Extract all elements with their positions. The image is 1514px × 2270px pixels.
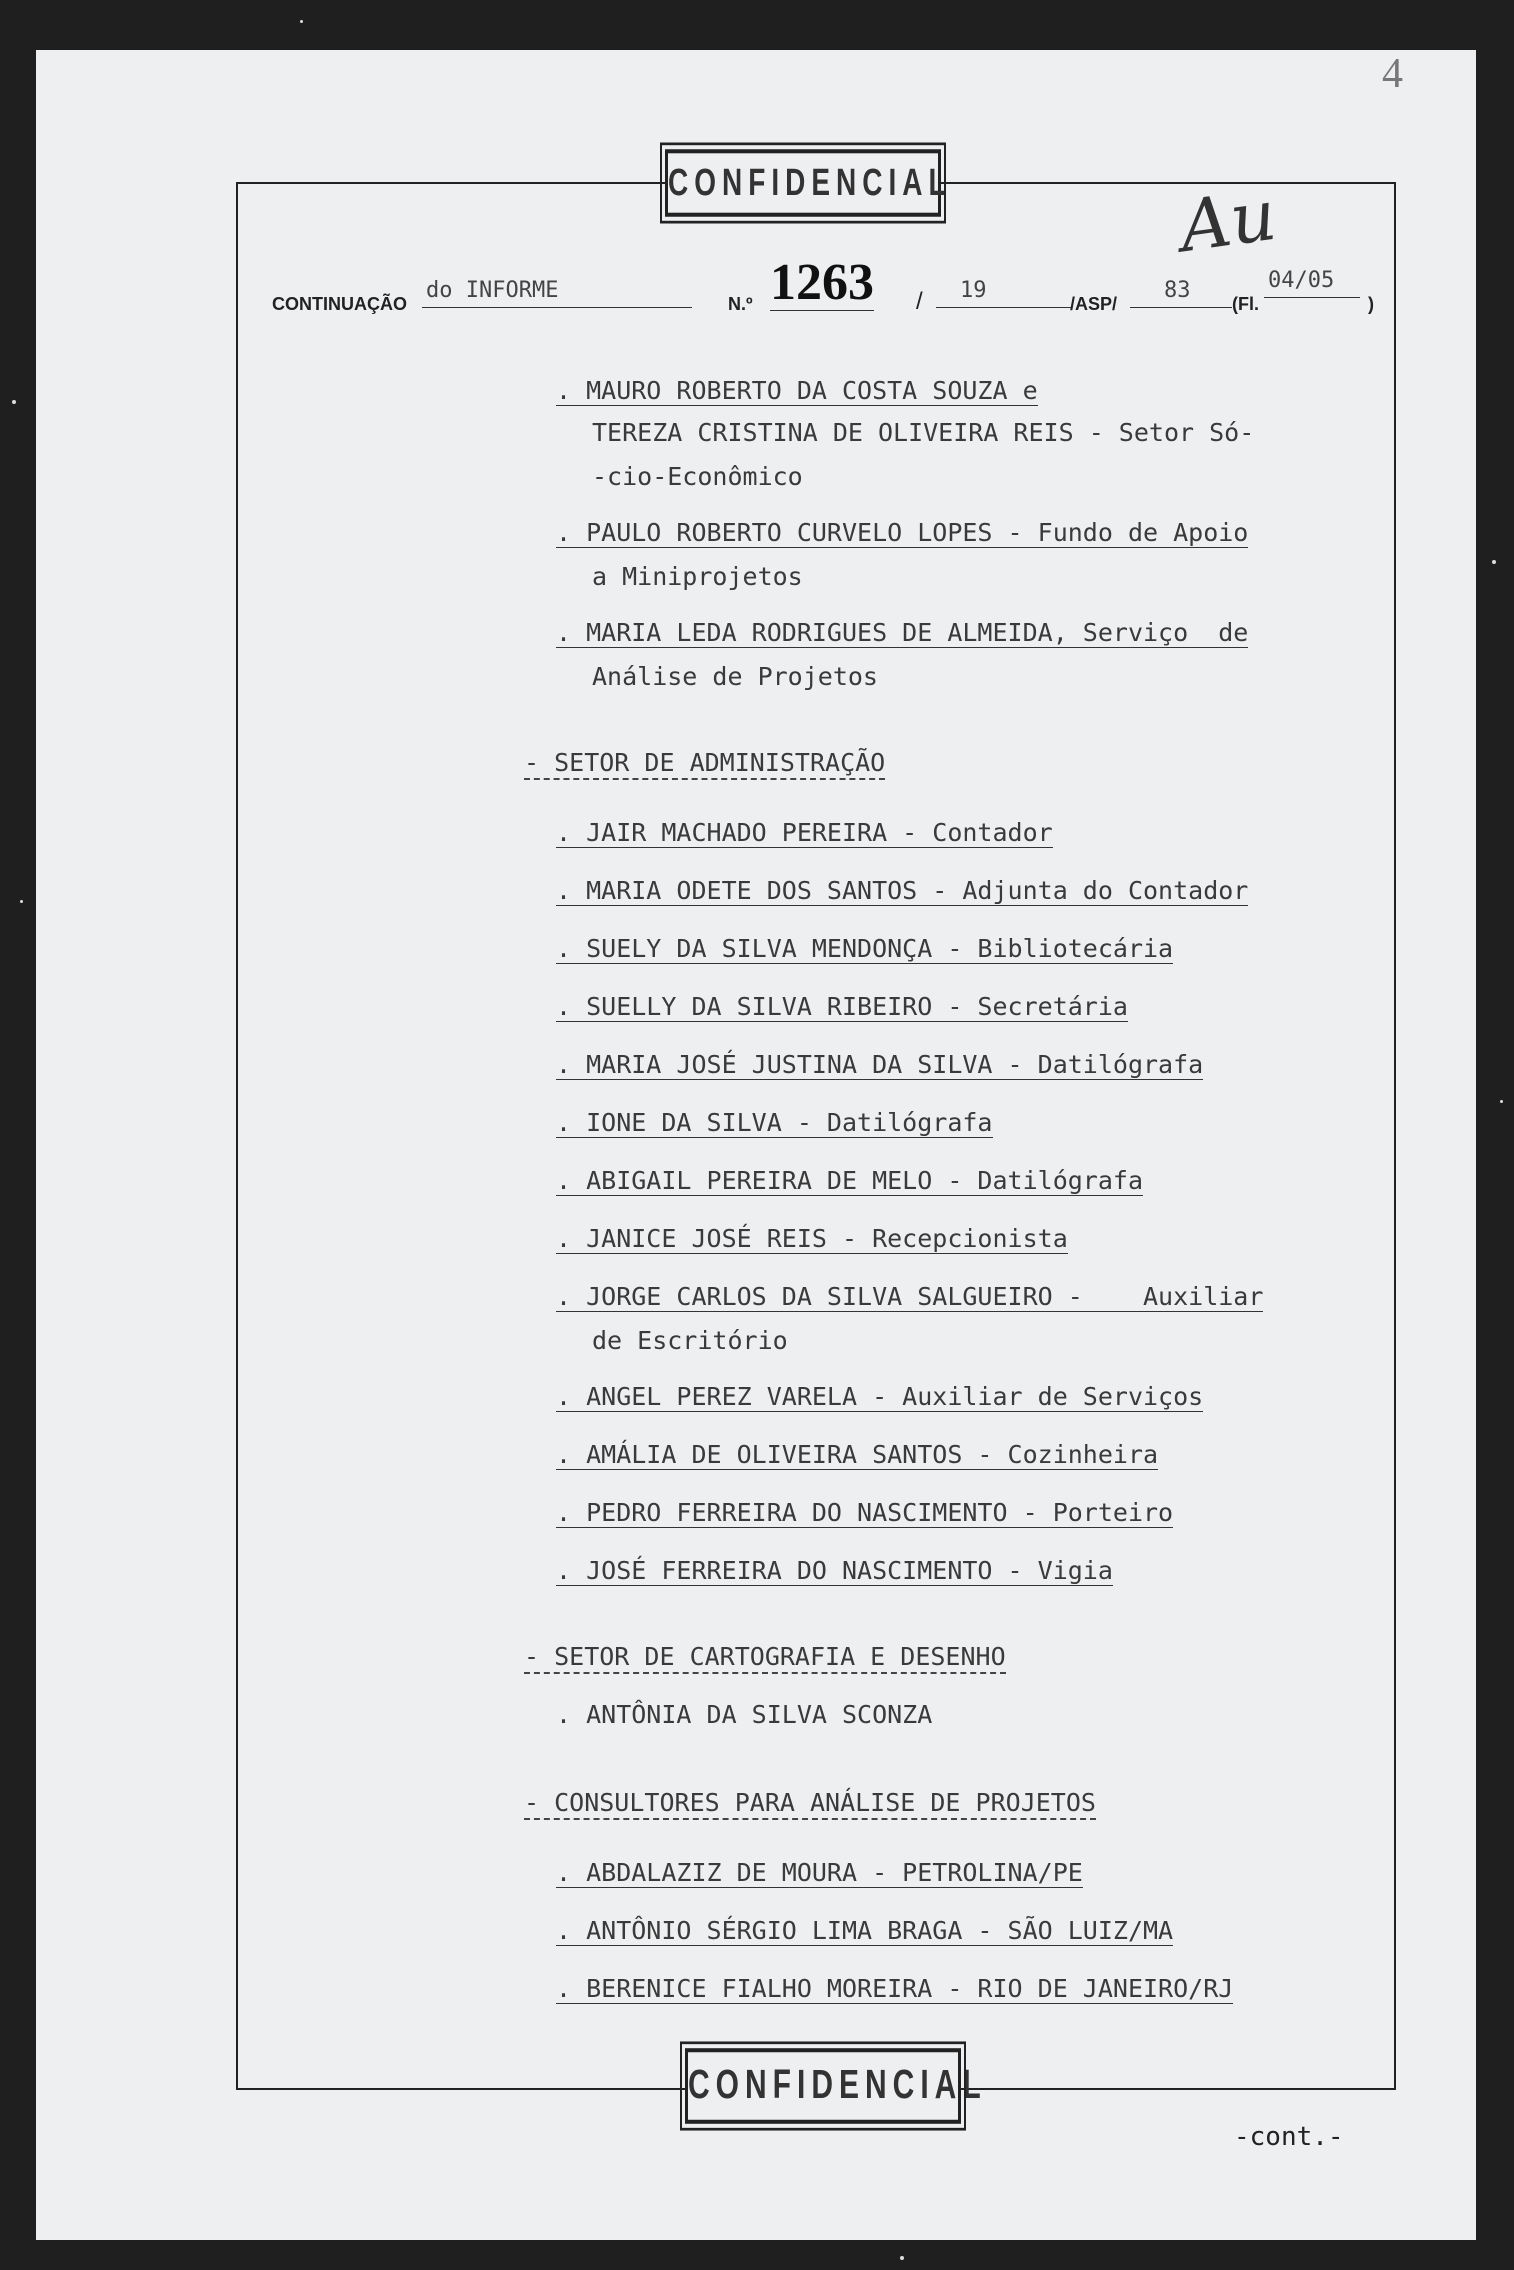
list-item-line: . ABDALAZIZ DE MOURA - PETROLINA/PE	[556, 1858, 1083, 1887]
list-item-line: Análise de Projetos	[592, 662, 878, 691]
asp-label: /ASP/	[1070, 294, 1118, 314]
document-number: 1263	[770, 254, 874, 311]
list-item-line: . JORGE CARLOS DA SILVA SALGUEIRO - Auxiliar	[556, 1282, 1264, 1311]
list-item-line: . SUELY DA SILVA MENDONÇA - Bibliotecária	[556, 934, 1174, 963]
list-item-line: . AMÁLIA DE OLIVEIRA SANTOS - Cozinheira	[556, 1440, 1159, 1469]
list-item-line: . MARIA JOSÉ JUSTINA DA SILVA - Datilógrafa	[556, 1050, 1204, 1079]
list-item-line: . BERENICE FIALHO MOREIRA - RIO DE JANEIRO/RJ	[556, 1974, 1234, 2003]
close-paren: )	[1368, 294, 1374, 314]
sheet-label: (Fl.	[1232, 294, 1259, 314]
document-type-field: do INFORME	[422, 278, 692, 308]
list-item-line: . SUELLY DA SILVA RIBEIRO - Secretária	[556, 992, 1128, 1021]
list-item-line: -cio-Econômico	[592, 462, 803, 491]
slash-separator: /	[916, 288, 923, 315]
continuacao-label: CONTINUAÇÃO	[272, 294, 407, 314]
list-item-line: . JOSÉ FERREIRA DO NASCIMENTO - Vigia	[556, 1556, 1113, 1585]
section-heading: - SETOR DE ADMINISTRAÇÃO	[524, 748, 885, 777]
confidential-stamp-bottom: CONFIDENCIAL	[685, 2048, 961, 2124]
section-heading: - CONSULTORES PARA ANÁLISE DE PROJETOS	[524, 1788, 1096, 1817]
year-field: 83	[1130, 278, 1232, 308]
list-item-line: . IONE DA SILVA - Datilógrafa	[556, 1108, 993, 1137]
continuation-note: -cont.-	[1234, 2122, 1344, 2152]
frame-left-border	[236, 182, 238, 2090]
page-number: 4	[1382, 51, 1403, 97]
section-heading: - SETOR DE CARTOGRAFIA E DESENHO	[524, 1642, 1006, 1671]
list-item-line: . MARIA LEDA RODRIGUES DE ALMEIDA, Serviço de	[556, 618, 1249, 647]
list-item-line: . PAULO ROBERTO CURVELO LOPES - Fundo de Apoio	[556, 518, 1249, 547]
list-item-line: TEREZA CRISTINA DE OLIVEIRA REIS - Setor Só-	[592, 418, 1255, 447]
document-header	[272, 254, 1392, 318]
number-label: N.º	[728, 294, 753, 314]
list-item-line: . MARIA ODETE DOS SANTOS - Adjunta do Contador	[556, 876, 1249, 905]
list-item-line: . JAIR MACHADO PEREIRA - Contador	[556, 818, 1053, 847]
list-item-line: . ANTÔNIO SÉRGIO LIMA BRAGA - SÃO LUIZ/MA	[556, 1916, 1174, 1945]
list-item-line: . PEDRO FERREIRA DO NASCIMENTO - Porteiro	[556, 1498, 1174, 1527]
list-item-line: . ABIGAIL PEREIRA DE MELO - Datilógrafa	[556, 1166, 1143, 1195]
day-field: 19	[936, 278, 1072, 308]
handwritten-initials: Au	[1174, 173, 1281, 269]
list-item-line: . ANTÔNIA DA SILVA SCONZA	[556, 1700, 933, 1729]
list-item-line: de Escritório	[592, 1326, 788, 1355]
list-item-line: . MAURO ROBERTO DA COSTA SOUZA e	[556, 376, 1038, 405]
list-item-line: . ANGEL PEREZ VARELA - Auxiliar de Serviços	[556, 1382, 1204, 1411]
list-item-line: . JANICE JOSÉ REIS - Recepcionista	[556, 1224, 1068, 1253]
sheet-field: 04/05	[1264, 268, 1360, 298]
list-item-line: a Miniprojetos	[592, 562, 803, 591]
frame-right-border	[1394, 182, 1396, 2090]
confidential-stamp-top: CONFIDENCIAL	[665, 149, 941, 217]
